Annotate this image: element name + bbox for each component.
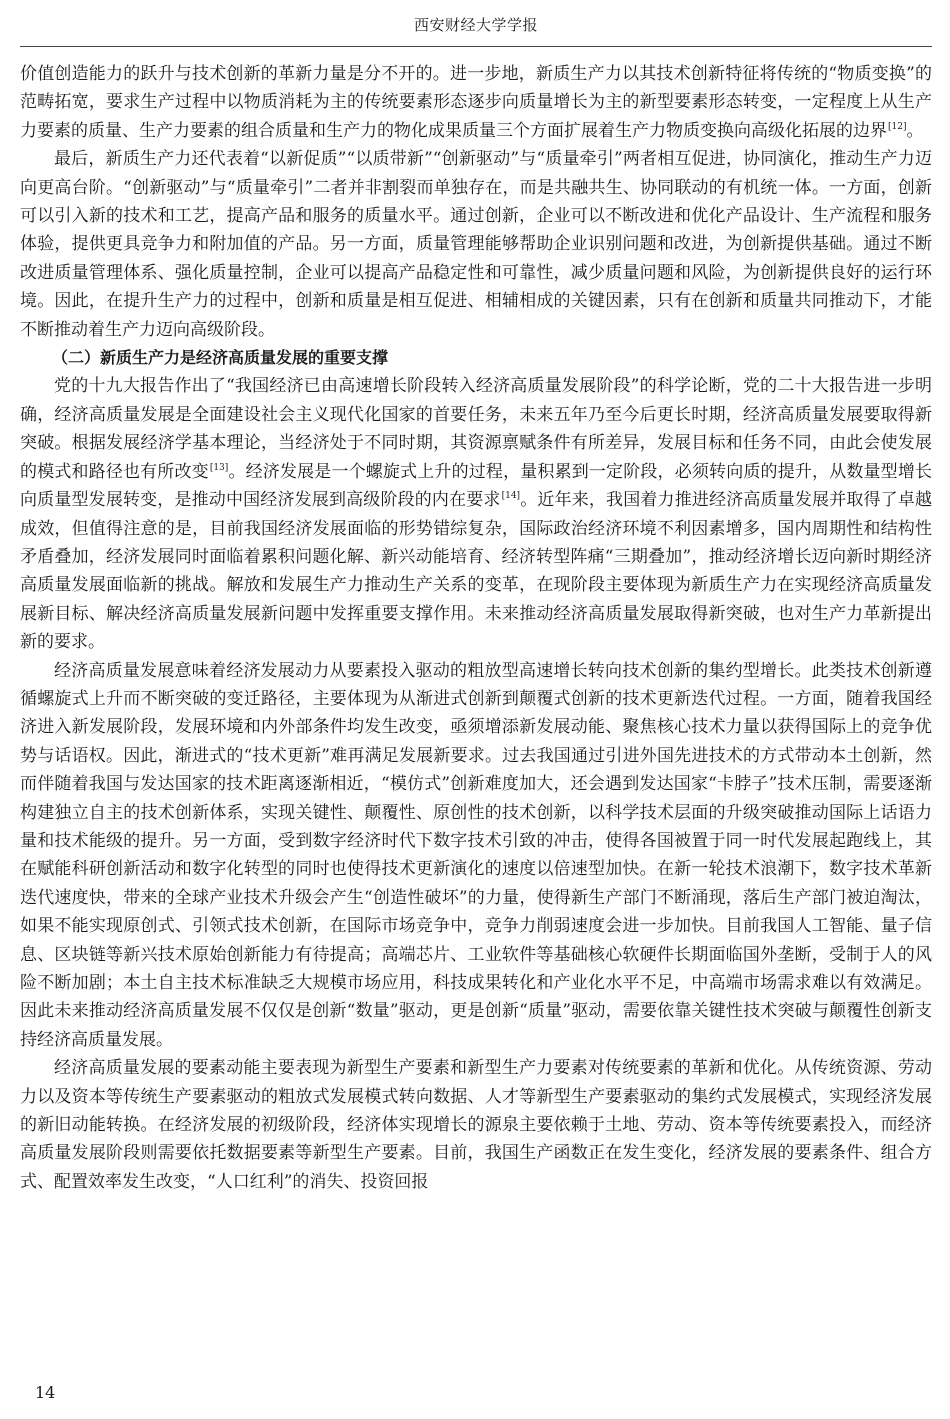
paragraph: 最后，新质生产力还代表着“以新促质”“以质带新”“创新驱动”与“质量牵引”两者相互促进，协同演化，推动生产力迈向更高台阶。“创新驱动”与“质量牵引”二者并非割裂而单独存在，而是共融共生、协同联动的有机统一体。一方面，创新可以引入新的技术和工艺，提高产品和服务的质量水平。通过创新，企业可以不断改进和优化产品设计、生产流程和服务体验，提供更具竞争力和附加值的产品。另一方面，质量管理能够帮助企业识别问题和改进，为创新提供基础。通过不断改进质量管理体系、强化质量控制，企业可以提高产品稳定性和可靠性，减少质量问题和风险，为创新提供良好的运行环境。因此，在提升生产力的过程中，创新和质量是相互促进、相辅相成的关键因素，只有在创新和质量共同推动下，才能不断推动着生产力迈向高级阶段。: [20, 149, 932, 340]
paragraph: 经济高质量发展意味着经济发展动力从要素投入驱动的粗放型高速增长转向技术创新的集约型增长。此类技术创新遵循螺旋式上升而不断突破的变迁路径，主要体现为从渐进式创新到颠覆式创新的技术更新迭代过程。一方面，随着我国经济进入新发展阶段，发展环境和内外部条件均发生改变，亟须增添新发展动能、聚焦核心技术力量以获得国际上的竞争优势与话语权。因此，渐进式的“技术更新”难再满足发展新要求。过去我国通过引进外国先进技术的方式带动本土创新，然而伴随着我国与发达国家的技术距离逐渐相近，“模仿式”创新难度加大，还会遇到发达国家“卡脖子”技术压制，需要逐渐构建独立自主的技术创新体系，实现关键性、颠覆性、原创性的技术创新，以科学技术层面的升级突破推动国际上话语力量和技术能级的提升。另一方面，受到数字经济时代下数字技术引致的冲击，使得各国被置于同一时代发展起跑线上，其在赋能科研创新活动和数字化转型的同时也使得技术更新演化的速度以倍速型加快。在新一轮技术浪潮下，数字技术革新迭代速度快，带来的全球产业技术升级会产生“创造性破坏”的力量，使得新生产部门不断涌现，落后生产部门被迫淘汰，如果不能实现原创式、引领式技术创新，在国际市场竞争中，竞争力削弱速度会进一步加快。目前我国人工智能、量子信息、区块链等新兴技术原始创新能力有待提高；高端芯片、工业软件等基础核心软硬件长期面临国外垄断，受制于人的风险不断加剧；本土自主技术标准缺乏大规模市场应用，科技成果转化和产业化水平不足，中高端市场需求难以有效满足。因此未来推动经济高质量发展不仅仅是创新“数量”驱动，更是创新“质量”驱动，需要依靠关键性技术突破与颠覆性创新支持经济高质量发展。: [20, 660, 932, 1050]
paragraph-text: 。经济发展是一个螺旋式上升的过程，量积累到一定阶段，必须转向质的提升，从数量型增长向质量型发展转变，是推动中国经济发展到高级阶段的内在要求: [20, 461, 933, 511]
running-header: [20, 0, 932, 47]
paragraph-text: 党的十九大报告作出了“我国经济已由高速增长阶段转入经济高质量发展阶段”的科学论断，党的二十大报告进一步明确，经济高质量发展是全面建设社会主义现代化国家的首要任务，未来五年乃至今后更长时期，经济高质量发展要取得新突破。根据发展经济学基本理论，当经济处于不同时期，其资源禀赋条件有所差异，发展目标和任务不同，由此会使发展的模式和路径也有所改变: [20, 376, 932, 482]
section-heading: （二）新质生产力是经济高质量发展的重要支撑: [52, 348, 389, 368]
paragraph: 经济高质量发展的要素动能主要表现为新型生产要素和新型生产力要素对传统要素的革新和优化。从传统资源、劳动力以及资本等传统生产要素驱动的粗放式发展模式转向数据、人才等新型生产要素驱动的集约式发展模式，实现经济发展的新旧动能转换。在经济发展的初级阶段，经济体实现增长的源泉主要依赖于土地、劳动、资本等传统要素投入，而经济高质量发展阶段则需要依托数据要素等新型生产要素。目前，我国生产函数正在发生变化，经济发展的要素条件、组合方式、配置效率发生改变，“人口红利”的消失、投资回报: [20, 1058, 932, 1192]
article-body: [20, 60, 932, 1196]
citation: [13]: [209, 462, 229, 473]
paragraph: [20, 60, 932, 145]
journal-title: 西安财经大学学报: [413, 16, 538, 34]
paragraph-text: 。近年来，我国着力推进经济高质量发展并取得了卓越成效，但值得注意的是，目前我国经济发展面临的形势错综复杂，国际政治经济环境不利因素增多，国内周期性和结构性矛盾叠加，经济发展同时面临着累积问题化解、新兴动能培育、经济转型阵痛“三期叠加”，推动经济增长迈向新时期经济高质量发展面临新的挑战。解放和发展生产力推动生产关系的变革，在现阶段主要体现为新质生产力在实现经济高质量发展新目标、解决经济高质量发展新问题中发挥重要支撑作用。未来推动经济高质量发展取得新突破，也对生产力革新提出新的要求。: [20, 490, 933, 653]
paragraph-text: 价值创造能力的跃升与技术创新的革新力量是分不开的。进一步地，新质生产力以其技术创新特征将传统的“物质变换”的范畴拓宽，要求生产过程中以物质消耗为主的传统要素形态逐步向质量增长为主的新型要素形态转变，一定程度上从生产力要素的质量、生产力要素的组合质量和生产力的物化成果质量三个方面扩展着生产力物质变换向高级化拓展的边界: [20, 64, 932, 141]
paragraph-text: 。: [906, 120, 924, 141]
page-number: 14: [35, 1383, 56, 1402]
citation: [14]: [501, 491, 521, 502]
citation: [12]: [888, 121, 907, 132]
paragraph: [20, 372, 932, 656]
